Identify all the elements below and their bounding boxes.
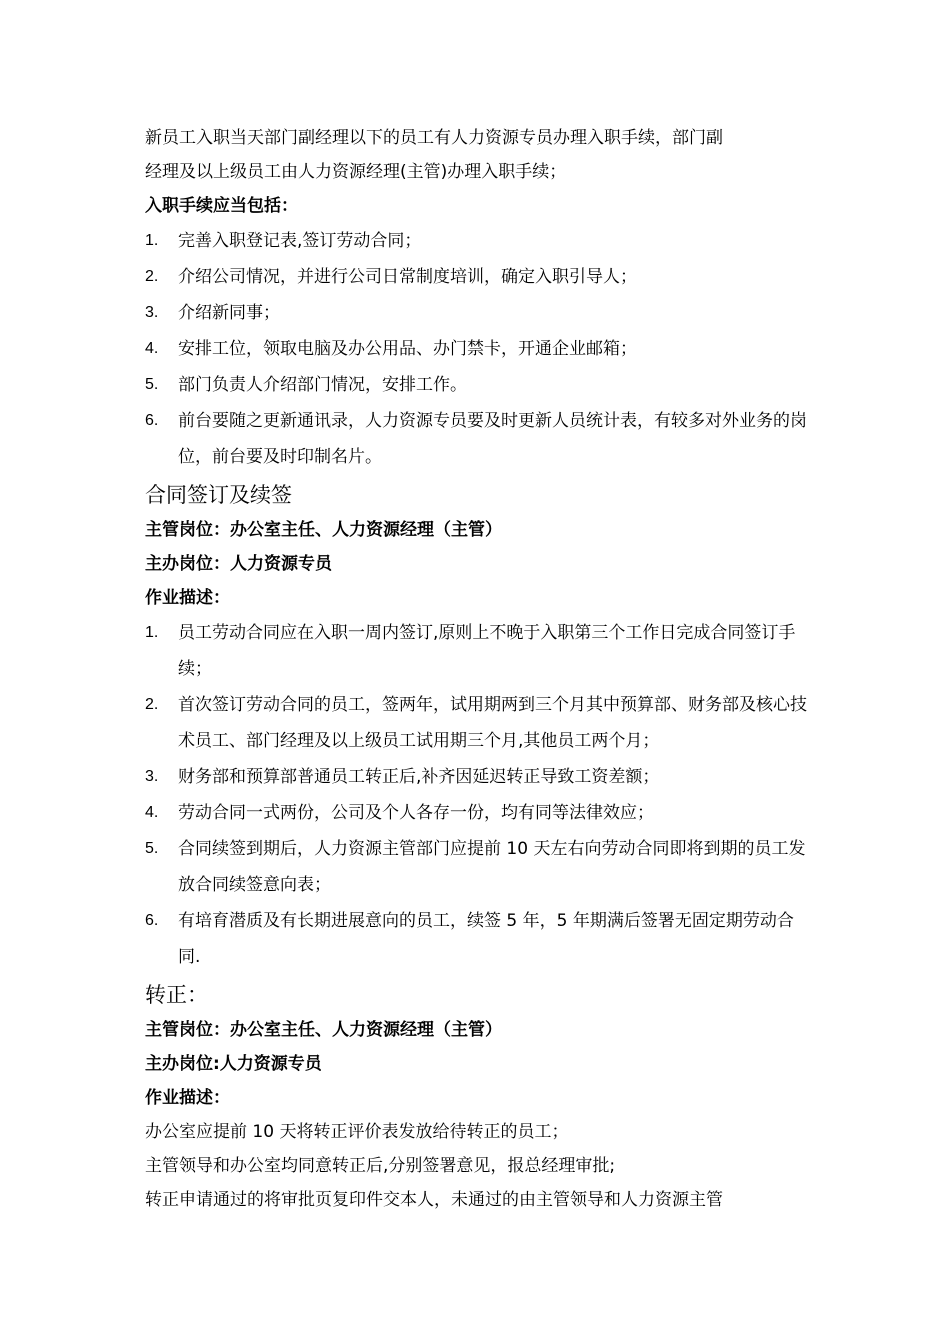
- list-item: [145, 403, 810, 475]
- contract-desc-label: 作业描述：: [145, 588, 230, 608]
- regularization-paragraph: 主管领导和办公室均同意转正后,分别签署意见，报总经理审批;: [145, 1156, 616, 1176]
- contract-list: [145, 615, 810, 975]
- list-item: [145, 831, 810, 903]
- list-item: [145, 331, 810, 367]
- section-heading-regularization: 转正：: [145, 983, 208, 1007]
- list-text: 前台要随之更新通讯录，人力资源专员要及时更新人员统计表，有较多对外业务的岗位，前台要及时印制名片。: [178, 411, 807, 467]
- regularization-paragraph: 办公室应提前 10 天将转正评价表发放给待转正的员工；: [145, 1122, 569, 1142]
- list-number: 2.: [145, 696, 159, 713]
- list-text: 介绍公司情况，并进行公司日常制度培训，确定入职引导人；: [178, 267, 637, 287]
- intro-line-1: 新员工入职当天部门副经理以下的员工有人力资源专员办理入职手续，部门副: [145, 128, 723, 148]
- list-number: 5.: [145, 376, 159, 393]
- list-text: 劳动合同一式两份，公司及个人各存一份，均有同等法律效应；: [178, 803, 654, 823]
- list-number: 4.: [145, 340, 159, 357]
- list-item: [145, 223, 810, 259]
- list-text: 安排工位，领取电脑及办公用品、办门禁卡，开通企业邮箱；: [178, 339, 637, 359]
- document-body: [145, 121, 810, 1217]
- list-number: 1.: [145, 624, 159, 641]
- list-text: 合同续签到期后，人力资源主管部门应提前 10 天左右向劳动合同即将到期的员工发放合同续签意向表；: [178, 839, 806, 895]
- contract-handler: 主办岗位：人力资源专员: [145, 554, 332, 574]
- list-number: 3.: [145, 768, 159, 785]
- list-text: 财务部和预算部普通员工转正后,补齐因延迟转正导致工资差额；: [178, 767, 660, 787]
- list-number: 6.: [145, 912, 159, 929]
- regularization-desc-label: 作业描述：: [145, 1088, 230, 1108]
- onboarding-list: [145, 223, 810, 475]
- list-text: 有培育潜质及有长期进展意向的员工，续签 5 年，5 年期满后签署无固定期劳动合同.: [178, 911, 794, 967]
- list-item: [145, 259, 810, 295]
- regularization-paragraph: 转正申请通过的将审批页复印件交本人，未通过的由主管领导和人力资源主管: [145, 1190, 723, 1210]
- list-text: 员工劳动合同应在入职一周内签订,原则上不晚于入职第三个工作日完成合同签订手续；: [178, 623, 796, 679]
- regularization-supervisor: 主管岗位：办公室主任、人力资源经理（主管）: [145, 1020, 502, 1040]
- list-number: 3.: [145, 304, 159, 321]
- intro-line-2: 经理及以上级员工由人力资源经理(主管)办理入职手续；: [145, 162, 567, 182]
- list-number: 5.: [145, 840, 159, 857]
- list-text: 部门负责人介绍部门情况，安排工作。: [178, 375, 467, 395]
- list-text: 介绍新同事；: [178, 303, 280, 323]
- list-item: [145, 367, 810, 403]
- list-text: 首次签订劳动合同的员工，签两年，试用期两到三个月其中预算部、财务部及核心技术员工、部门经理及以上级员工试用期三个月,其他员工两个月；: [178, 695, 807, 751]
- list-item: [145, 903, 810, 975]
- list-number: 2.: [145, 268, 159, 285]
- onboarding-label: 入职手续应当包括：: [145, 196, 298, 216]
- list-text: 完善入职登记表,签订劳动合同；: [178, 231, 422, 251]
- list-number: 4.: [145, 804, 159, 821]
- list-number: 1.: [145, 232, 159, 249]
- list-item: [145, 687, 810, 759]
- list-item: [145, 795, 810, 831]
- list-item: [145, 615, 810, 687]
- contract-supervisor: 主管岗位：办公室主任、人力资源经理（主管）: [145, 520, 502, 540]
- list-number: 6.: [145, 412, 159, 429]
- section-heading-contract: 合同签订及续签: [145, 483, 292, 507]
- list-item: [145, 295, 810, 331]
- list-item: [145, 759, 810, 795]
- regularization-handler: 主办岗位:人力资源专员: [145, 1054, 322, 1074]
